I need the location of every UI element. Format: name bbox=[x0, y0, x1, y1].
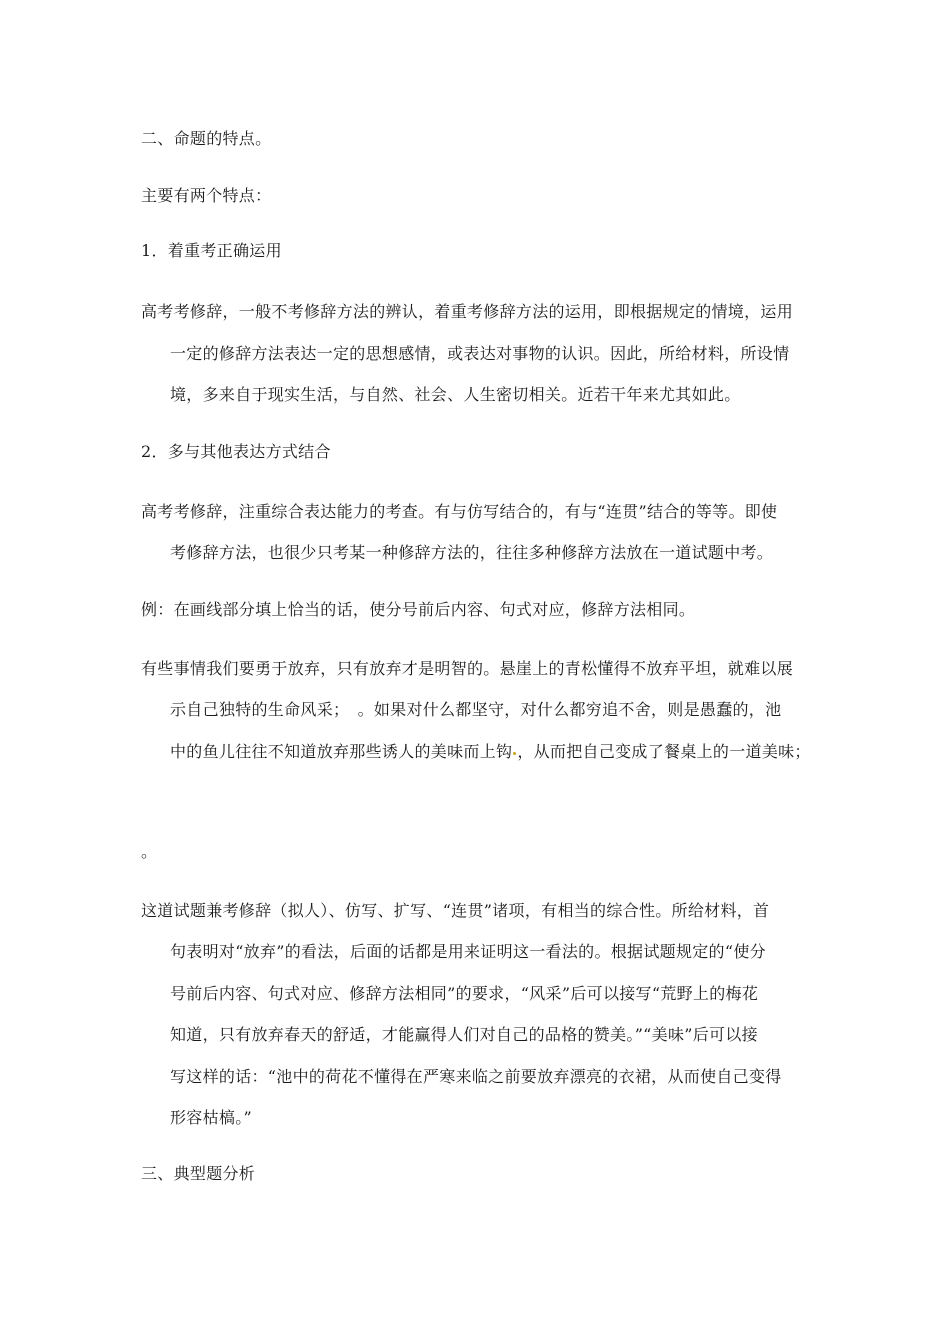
question-line-1: 有些事情我们要勇于放弃，只有放弃才是明智的。悬崖上的青松懂得不放弃平坦，就难以展 bbox=[141, 659, 794, 678]
intro-text: 主要有两个特点： bbox=[141, 186, 272, 205]
point-1-title: 1．着重考正确运用 bbox=[141, 241, 282, 260]
point-1-line-2: 一定的修辞方法表达一定的思想感情，或表达对事物的认识。因此，所给材料，所设情 bbox=[170, 344, 790, 363]
analysis-line-3: 号前后内容、句式对应、修辞方法相同”的要求，“风采”后可以接写“荒野上的梅花 bbox=[170, 984, 759, 1003]
scan-dot-mark bbox=[513, 752, 516, 755]
analysis-line-2: 句表明对“放弃”的看法，后面的话都是用来证明这一看法的。根据试题规定的“使分 bbox=[170, 942, 766, 961]
analysis-line-5: 写这样的话：“池中的荷花不懂得在严寒来临之前要放弃漂亮的衣裙，从而使自己变得 bbox=[170, 1067, 782, 1086]
question-line-3-part-b: ，从而把自己变成了餐桌上的一道美味； bbox=[517, 742, 811, 761]
section-heading-3: 三、典型题分析 bbox=[141, 1164, 256, 1183]
question-line-2: 示自己独特的生命风采； 。如果对什么都坚守，对什么都穷追不舍，则是愚蠢的，池 bbox=[170, 700, 782, 719]
point-2-title: 2．多与其他表达方式结合 bbox=[141, 442, 331, 461]
question-line-3 bbox=[170, 741, 811, 763]
point-1-line-3: 境，多来自于现实生活，与自然、社会、人生密切相关。近若干年来尤其如此。 bbox=[170, 385, 741, 404]
point-2-line-1: 高考考修辞，注重综合表达能力的考查。有与仿写结合的，有与“连贯”结合的等等。即使 bbox=[141, 502, 778, 521]
analysis-line-6: 形容枯槁。” bbox=[170, 1108, 252, 1127]
question-end-period: 。 bbox=[141, 842, 158, 861]
section-heading-2: 二、命题的特点。 bbox=[141, 129, 272, 148]
point-2-line-2: 考修辞方法，也很少只考某一种修辞方法的，往往多种修辞方法放在一道试题中考。 bbox=[170, 543, 774, 562]
point-1-line-1: 高考考修辞，一般不考修辞方法的辨认，着重考修辞方法的运用，即根据规定的情境，运用 bbox=[141, 302, 794, 321]
analysis-line-4: 知道，只有放弃春天的舒适，才能赢得人们对自己的品格的赞美。”“美味”后可以接 bbox=[170, 1025, 758, 1044]
example-prompt: 例：在画线部分填上恰当的话，使分号前后内容、句式对应，修辞方法相同。 bbox=[141, 600, 696, 619]
question-line-3-part-a: 中的鱼儿往往不知道放弃那些诱人的美味而上钩 bbox=[170, 742, 513, 761]
analysis-line-1: 这道试题兼考修辞（拟人）、仿写、扩写、“连贯”诸项，有相当的综合性。所给材料，首 bbox=[141, 901, 770, 920]
